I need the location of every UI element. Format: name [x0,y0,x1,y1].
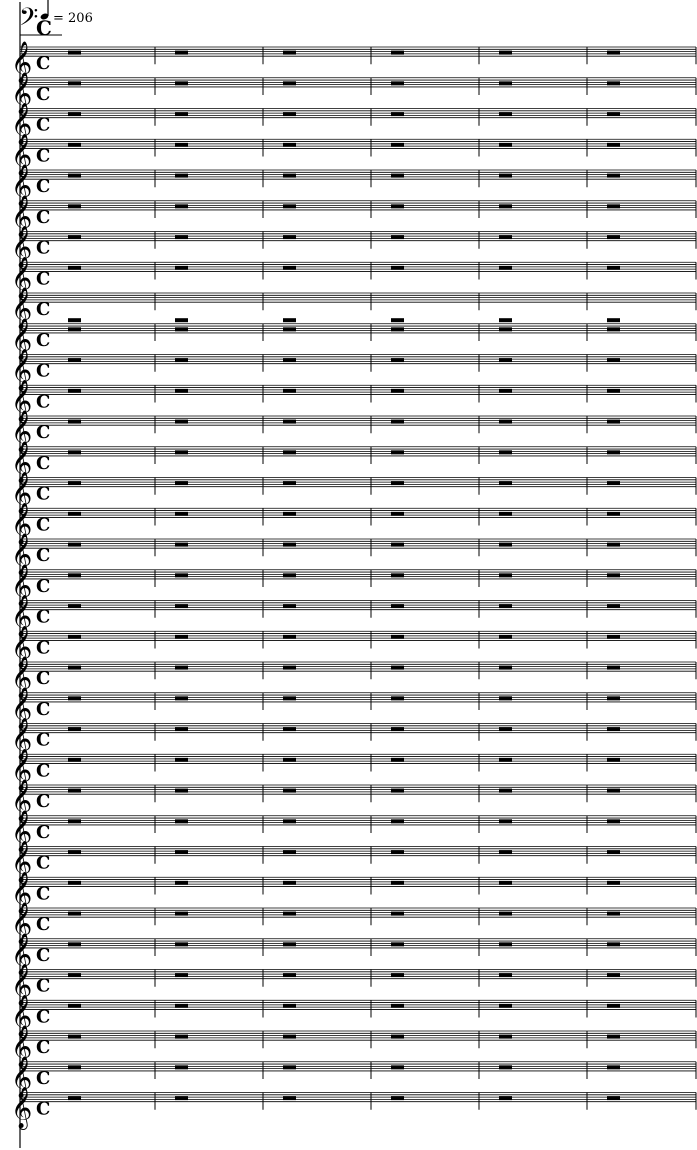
time-signature: C [36,483,51,505]
time-signature: C [36,1006,51,1028]
tempo-value: = 206 [53,11,93,26]
whole-rest-icon [68,573,81,577]
treble-clef-icon: 𝄞 [11,564,33,606]
whole-rest-icon [68,51,81,55]
whole-rest-icon [175,543,188,547]
whole-rest-icon [499,819,512,823]
treble-clef-icon: 𝄞 [11,595,33,637]
whole-rest-icon [68,758,81,762]
whole-rest-icon [607,666,620,670]
treble-clef-icon: 𝄞 [11,441,33,483]
treble-clef-icon: 𝄞 [11,995,33,1037]
whole-rest-icon [607,1004,620,1008]
whole-rest-icon [391,942,404,946]
whole-rest-icon [283,112,296,116]
whole-rest-icon [68,174,81,178]
whole-rest-icon [175,727,188,731]
whole-rest-icon [391,973,404,977]
treble-clef-icon: 𝄞 [11,42,33,84]
whole-rest-icon [607,512,620,516]
whole-rest-icon [391,112,404,116]
whole-rest-icon [175,1096,188,1100]
whole-rest-icon [68,543,81,547]
whole-rest-icon [499,81,512,85]
whole-rest-icon [391,143,404,147]
treble-clef-icon: 𝄞 [11,195,33,237]
whole-rest-icon [283,81,296,85]
staff [11,1087,696,1130]
whole-rest-icon [175,420,188,424]
whole-rest-icon [68,850,81,854]
whole-rest-icon [499,1004,512,1008]
whole-rest-icon [68,1035,81,1039]
whole-rest-icon [283,420,296,424]
whole-rest-icon [175,666,188,670]
whole-rest-icon [499,543,512,547]
whole-rest-icon [68,318,81,322]
whole-rest-icon [283,666,296,670]
time-signature: C [36,883,51,905]
whole-rest-icon [391,727,404,731]
whole-rest-icon [499,942,512,946]
time-signature: C [36,975,51,997]
time-signature: C [36,145,51,167]
whole-rest-icon [607,819,620,823]
whole-rest-icon [68,1004,81,1008]
whole-rest-icon [391,481,404,485]
whole-rest-icon [175,1065,188,1069]
whole-rest-icon [499,758,512,762]
time-signature: C [36,206,51,228]
whole-rest-icon [68,604,81,608]
time-signature: C [36,821,51,843]
whole-rest-icon [499,881,512,885]
whole-rest-icon [391,266,404,270]
treble-clef-icon: 𝄞 [11,1026,33,1068]
treble-clef-icon: 𝄞 [11,626,33,668]
whole-rest-icon [283,143,296,147]
whole-rest-icon [607,481,620,485]
treble-clef-icon: 𝄞 [11,872,33,914]
whole-rest-icon [607,758,620,762]
whole-rest-icon [68,358,81,362]
whole-rest-icon [499,143,512,147]
time-signature: C [36,575,51,597]
whole-rest-icon [283,573,296,577]
whole-rest-icon [391,51,404,55]
whole-rest-icon [283,850,296,854]
whole-rest-icon [68,481,81,485]
whole-rest-icon [391,543,404,547]
time-signature: C [36,1037,51,1059]
time-signature: C [36,16,52,40]
whole-rest-icon [499,973,512,977]
whole-rest-icon [68,81,81,85]
treble-clef-icon: 𝄞 [11,226,33,268]
whole-rest-icon [175,143,188,147]
whole-rest-icon [68,266,81,270]
whole-rest-icon [499,318,512,322]
whole-rest-icon [283,912,296,916]
treble-clef-icon: 𝄞 [11,103,33,145]
whole-rest-icon [283,266,296,270]
whole-rest-icon [68,973,81,977]
time-signature: C [36,606,51,628]
whole-rest-icon [391,850,404,854]
treble-clef-icon: 𝄞 [11,503,33,545]
whole-rest-icon [499,266,512,270]
time-signature: C [36,914,51,936]
whole-rest-icon [283,327,296,331]
whole-rest-icon [391,450,404,454]
whole-rest-icon [283,635,296,639]
whole-rest-icon [607,942,620,946]
treble-clef-icon: 𝄞 [11,349,33,391]
whole-rest-icon [607,881,620,885]
whole-rest-icon [607,696,620,700]
whole-rest-icon [175,819,188,823]
treble-clef-icon: 𝄞 [11,964,33,1006]
whole-rest-icon [68,789,81,793]
whole-rest-icon [175,942,188,946]
whole-rest-icon [68,942,81,946]
whole-rest-icon [499,696,512,700]
treble-clef-icon: 𝄞 [11,810,33,852]
whole-rest-icon [607,635,620,639]
time-signature: C [36,237,51,259]
staff-system [11,2,696,1148]
whole-rest-icon [283,450,296,454]
whole-rest-icon [607,450,620,454]
whole-rest-icon [283,1065,296,1069]
whole-rest-icon [607,973,620,977]
whole-rest-icon [175,912,188,916]
whole-rest-icon [68,635,81,639]
time-signature: C [36,114,51,136]
treble-clef-icon: 𝄞 [11,903,33,945]
whole-rest-icon [607,543,620,547]
whole-rest-icon [499,389,512,393]
whole-rest-icon [391,327,404,331]
whole-rest-icon [607,1065,620,1069]
whole-rest-icon [499,204,512,208]
whole-rest-icon [607,235,620,239]
whole-rest-icon [391,420,404,424]
whole-rest-icon [175,389,188,393]
treble-clef-icon: 𝄞 [11,749,33,791]
whole-rest-icon [607,81,620,85]
treble-clef-icon: 𝄞 [11,380,33,422]
whole-rest-icon [391,1065,404,1069]
whole-rest-icon [391,1096,404,1100]
whole-rest-icon [175,758,188,762]
treble-clef-icon: 𝄞 [11,1056,33,1098]
whole-rest-icon [391,573,404,577]
whole-rest-icon [68,696,81,700]
whole-rest-icon [499,174,512,178]
whole-rest-icon [283,1035,296,1039]
treble-clef-icon: 𝄞 [11,718,33,760]
whole-rest-icon [283,973,296,977]
time-signature: C [36,729,51,751]
whole-rest-icon [283,942,296,946]
whole-rest-icon [68,819,81,823]
time-signature: C [36,545,51,567]
whole-rest-icon [391,881,404,885]
whole-rest-icon [283,696,296,700]
whole-rest-icon [175,450,188,454]
whole-rest-icon [175,1004,188,1008]
whole-rest-icon [175,266,188,270]
time-signature: C [36,637,51,659]
whole-rest-icon [499,1035,512,1039]
treble-clef-icon: 𝄞 [11,687,33,729]
whole-rest-icon [68,204,81,208]
treble-clef-icon: 𝄞 [11,1087,33,1129]
whole-rest-icon [607,912,620,916]
whole-rest-icon [283,235,296,239]
whole-rest-icon [175,512,188,516]
treble-clef-icon: 𝄞 [11,534,33,576]
whole-rest-icon [499,358,512,362]
whole-rest-icon [175,327,188,331]
whole-rest-icon [283,789,296,793]
time-signature: C [36,514,51,536]
whole-rest-icon [283,512,296,516]
time-signature: C [36,299,51,321]
whole-rest-icon [607,727,620,731]
whole-rest-icon [68,881,81,885]
whole-rest-icon [391,635,404,639]
time-signature: C [36,760,51,782]
whole-rest-icon [175,1035,188,1039]
whole-rest-icon [175,204,188,208]
whole-rest-icon [391,912,404,916]
whole-rest-icon [283,204,296,208]
whole-rest-icon [283,318,296,322]
whole-rest-icon [499,481,512,485]
whole-rest-icon [499,573,512,577]
whole-rest-icon [283,358,296,362]
whole-rest-icon [607,51,620,55]
whole-rest-icon [175,174,188,178]
whole-rest-icon [175,881,188,885]
whole-rest-icon [391,512,404,516]
whole-rest-icon [283,881,296,885]
time-signature: C [36,1067,51,1089]
whole-rest-icon [391,1004,404,1008]
whole-rest-icon [607,420,620,424]
whole-rest-icon [283,174,296,178]
whole-rest-icon [283,604,296,608]
whole-rest-icon [283,1096,296,1100]
whole-rest-icon [499,1065,512,1069]
time-signature: C [36,668,51,690]
whole-rest-icon [283,819,296,823]
time-signature: C [36,53,51,75]
whole-rest-icon [175,235,188,239]
whole-rest-icon [499,912,512,916]
whole-rest-icon [607,112,620,116]
time-signature: C [36,698,51,720]
whole-rest-icon [607,143,620,147]
whole-rest-icon [607,1096,620,1100]
whole-rest-icon [499,635,512,639]
treble-clef-icon: 𝄞 [11,165,33,207]
time-signature: C [36,391,51,413]
whole-rest-icon [607,204,620,208]
whole-rest-icon [607,389,620,393]
whole-rest-icon [175,604,188,608]
treble-clef-icon: 𝄞 [11,257,33,299]
whole-rest-icon [175,481,188,485]
treble-clef-icon: 𝄞 [11,780,33,822]
whole-rest-icon [175,635,188,639]
whole-rest-icon [499,850,512,854]
whole-rest-icon [391,1035,404,1039]
whole-rest-icon [607,604,620,608]
time-signature: C [36,360,51,382]
whole-rest-icon [391,81,404,85]
whole-rest-icon [499,112,512,116]
time-signature: C [36,791,51,813]
whole-rest-icon [68,912,81,916]
treble-clef-icon: 𝄞 [11,134,33,176]
time-signature: C [36,452,51,474]
whole-rest-icon [499,727,512,731]
whole-rest-icon [499,450,512,454]
whole-rest-icon [175,81,188,85]
whole-rest-icon [607,318,620,322]
whole-rest-icon [283,1004,296,1008]
whole-rest-icon [607,850,620,854]
whole-rest-icon [283,389,296,393]
whole-rest-icon [68,420,81,424]
whole-rest-icon [499,512,512,516]
whole-rest-icon [68,666,81,670]
whole-rest-icon [499,604,512,608]
whole-rest-icon [499,327,512,331]
whole-rest-icon [68,1096,81,1100]
whole-rest-icon [391,758,404,762]
whole-rest-icon [607,789,620,793]
whole-rest-icon [68,1065,81,1069]
whole-rest-icon [391,389,404,393]
whole-rest-icon [391,604,404,608]
whole-rest-icon [68,512,81,516]
treble-clef-icon: 𝄞 [11,411,33,453]
whole-rest-icon [391,235,404,239]
time-signature: C [36,944,51,966]
whole-rest-icon [68,143,81,147]
whole-rest-icon [175,573,188,577]
whole-rest-icon [499,235,512,239]
whole-rest-icon [68,235,81,239]
whole-rest-icon [391,789,404,793]
bass-clef-icon: 𝄢 [19,3,39,38]
whole-rest-icon [499,51,512,55]
whole-rest-icon [499,666,512,670]
whole-rest-icon [175,112,188,116]
whole-rest-icon [283,758,296,762]
whole-rest-icon [68,727,81,731]
whole-rest-icon [391,174,404,178]
whole-rest-icon [283,481,296,485]
whole-rest-icon [607,327,620,331]
treble-clef-icon: 𝄞 [11,472,33,514]
whole-rest-icon [391,666,404,670]
whole-rest-icon [283,727,296,731]
whole-rest-icon [391,358,404,362]
whole-rest-icon [283,51,296,55]
whole-rest-icon [607,174,620,178]
time-signature: C [36,268,51,290]
whole-rest-icon [175,789,188,793]
whole-rest-icon [499,420,512,424]
whole-rest-icon [175,358,188,362]
whole-rest-icon [175,973,188,977]
treble-clef-icon: 𝄞 [11,657,33,699]
whole-rest-icon [68,327,81,331]
whole-rest-icon [283,543,296,547]
time-signature: C [36,176,51,198]
whole-rest-icon [607,358,620,362]
whole-rest-icon [607,573,620,577]
whole-rest-icon [391,318,404,322]
time-signature: C [36,422,51,444]
treble-clef-icon: 𝄞 [11,933,33,975]
time-signature: C [36,852,51,874]
whole-rest-icon [391,696,404,700]
whole-rest-icon [499,789,512,793]
whole-rest-icon [68,112,81,116]
time-signature: C [36,83,51,105]
whole-rest-icon [175,850,188,854]
whole-rest-icon [175,696,188,700]
time-signature: C [36,1098,51,1120]
whole-rest-icon [607,266,620,270]
whole-rest-icon [391,204,404,208]
whole-rest-icon [499,1096,512,1100]
treble-clef-icon: 𝄞 [11,318,33,360]
whole-rest-icon [607,1035,620,1039]
treble-clef-icon: 𝄞 [11,841,33,883]
whole-rest-icon [68,389,81,393]
treble-clef-icon: 𝄞 [11,288,33,330]
whole-rest-icon [68,450,81,454]
whole-rest-icon [175,318,188,322]
treble-clef-icon: 𝄞 [11,72,33,114]
whole-rest-icon [391,819,404,823]
time-signature: C [36,329,51,351]
whole-rest-icon [175,51,188,55]
